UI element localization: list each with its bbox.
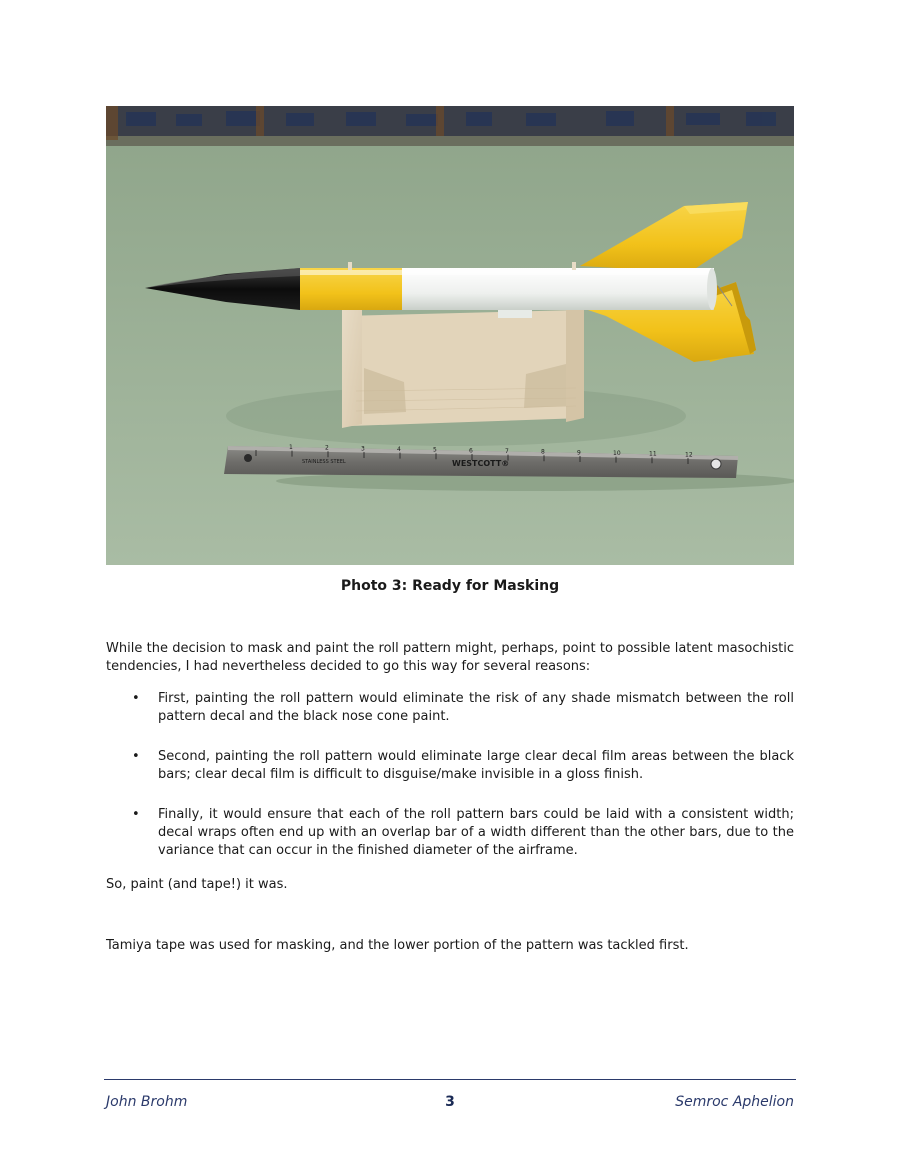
bullet-icon: • — [132, 807, 140, 822]
ruler-number: 10 — [613, 449, 621, 457]
ruler-number: 5 — [433, 446, 437, 454]
ruler-number: 8 — [541, 448, 545, 456]
rocket-photo — [106, 106, 794, 565]
footer-divider — [104, 1079, 796, 1080]
ruler-number: 9 — [577, 449, 581, 457]
list-item — [106, 748, 794, 784]
bullet-icon: • — [132, 691, 140, 706]
ruler-number: 4 — [397, 445, 401, 453]
ruler-number: 3 — [361, 445, 365, 453]
ruler-number: 12 — [685, 451, 693, 459]
page-number: 3 — [445, 1094, 455, 1110]
list-item-text: First, painting the roll pattern would eliminate the risk of any shade mismatch between the roll pattern decal and the black nose cone paint. — [158, 691, 794, 724]
ruler-number: 2 — [325, 444, 329, 452]
ruler-material: STAINLESS STEEL — [302, 459, 346, 465]
list-item — [106, 806, 794, 860]
ruler-number: 11 — [649, 450, 657, 458]
ruler-number: 1 — [289, 444, 293, 451]
page-footer — [106, 1094, 794, 1114]
list-item — [106, 690, 794, 726]
closing-paragraph: So, paint (and tape!) it was. — [106, 877, 288, 892]
ruler-number: 7 — [505, 447, 509, 455]
reasons-list — [106, 690, 794, 882]
tamiya-paragraph: Tamiya tape was used for masking, and the lower portion of the pattern was tackled first. — [106, 938, 689, 953]
footer-author: John Brohm — [106, 1094, 188, 1110]
ruler-number: 6 — [469, 447, 473, 455]
bullet-icon: • — [132, 749, 140, 764]
ruler-brand: WESTCOTT® — [452, 459, 510, 468]
footer-title: Semroc Aphelion — [675, 1094, 794, 1110]
intro-paragraph: While the decision to mask and paint the roll pattern might, perhaps, point to possible latent masochistic tendencies, I had nevertheless decided to go this way for several reasons: — [106, 641, 794, 674]
photo-caption: Photo 3: Ready for Masking — [340, 578, 560, 594]
list-item-text: Finally, it would ensure that each of the roll pattern bars could be laid with a consistent width; decal wraps often end up with an overlap bar of a width different than the other bars, due to the variance that can occur in the finished diameter of the airframe. — [158, 807, 794, 858]
list-item-text: Second, painting the roll pattern would eliminate large clear decal film areas between the black bars; clear decal film is difficult to disguise/make invisible in a gloss finish. — [158, 749, 794, 782]
